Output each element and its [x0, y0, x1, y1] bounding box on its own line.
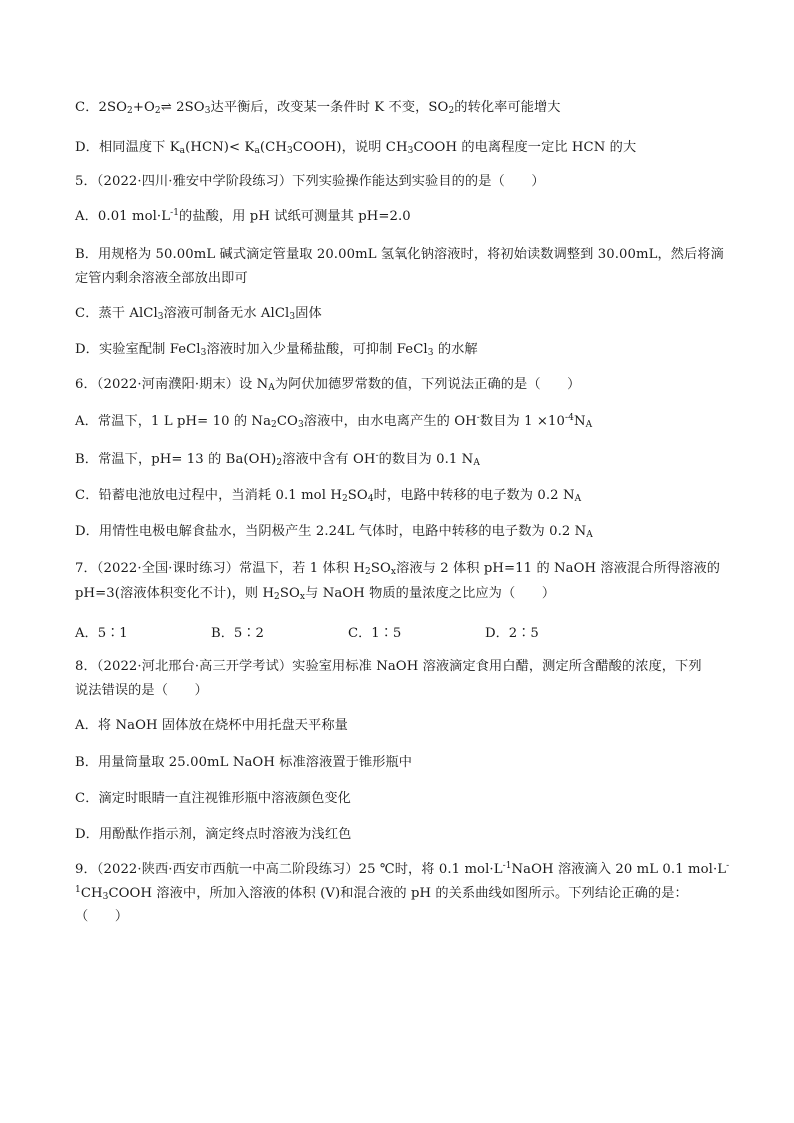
q9-stem-line3: （ ）	[75, 909, 129, 924]
q5-option-c: C．蒸干 AlCl$_3$溶液可制备无水 AlCl$_3$固体	[75, 306, 322, 322]
q6-option-b: B．常温下，pH= 13 的 $Ba(OH)_2$溶液中含有 OH-的数目为 0.1 $N_A$	[75, 451, 480, 468]
q5-option-b-line2: 定管内剩余溶液全部放出即可	[75, 271, 248, 286]
q6-stem: 6．（2022·河南濮阳·期末）设 $N_A$为阿伏加德罗常数的值，下列说法正确的是（ ）	[75, 377, 581, 393]
q5-stem: 5．（2022·四川·雅安中学阶段练习）下列实验操作能达到实验目的的是（ ）	[75, 174, 545, 189]
q7-option-c: C．1∶5	[348, 626, 402, 641]
q7-option-a: A．5∶1	[75, 626, 128, 641]
q6-option-a: A．常温下，1 L pH= 10 的 $Na_2CO_3$溶液中，由水电离产生的 OH-数目为 $1 \times 10^{-4}N_A$	[75, 413, 593, 430]
q8-option-a: A．将 NaOH 固体放在烧杯中用托盘天平称量	[75, 718, 348, 733]
q7-stem-line2: pH=3(溶液体积变化不计)，则 $H_2SO_x$与 NaOH 物质的量浓度之比应为（ ）	[75, 586, 556, 602]
q8-stem-line1: 8．（2022·河北邢台·高三开学考试）实验室用标准 NaOH 溶液滴定食用白醋，测定所含醋酸的浓度，下列	[75, 659, 702, 674]
q7-stem-line1: 7．（2022·全国·课时练习）常温下，若 1 体积 $H_2SO_x$溶液与 2 体积 pH=11 的 NaOH 溶液混合所得溶液的	[75, 561, 721, 577]
q7-option-b: B．5∶2	[211, 626, 264, 641]
q6-option-c: C．铅蓄电池放电过程中，当消耗 0.1 mol $H_2SO_4$时，电路中转移的电子数为 0.2 $N_A$	[75, 488, 582, 504]
q9-stem-line2: $^1CH_3COOH$ 溶液中，所加入溶液的体积 (V)和混合液的 pH 的关系曲线如图所示。下列结论正确的是：	[75, 885, 688, 902]
q6-option-d: D．用情性电极电解食盐水，当阴极产生 2.24L 气体时，电路中转移的电子数为 0.2 $N_A$	[75, 524, 593, 540]
q8-option-c: C．滴定时眼睛一直注视锥形瓶中溶液颜色变化	[75, 791, 351, 806]
q5-option-a: A．0.01 $mol\cdot L^{-1}$的盐酸，用 pH 试纸可测量其 pH=2.0	[75, 208, 411, 224]
q7-option-d: D．2∶5	[485, 626, 539, 641]
q9-stem-line1: 9．（2022·陕西·西安市西航一中高二阶段练习）25 ℃时，将 0.1 $mol\cdot L^{-1}NaOH$ 溶液滴入 20 mL 0.1 mol·L-	[75, 861, 730, 877]
q8-option-b: B．用量筒量取 25.00mL NaOH 标准溶液置于锥形瓶中	[75, 755, 413, 770]
q8-stem-line2: 说法错误的是（ ）	[75, 683, 208, 698]
q5-option-d: D．实验室配制 FeCl$_3$溶液时加入少量稀盐酸，可抑制 FeCl$_3$ 的水解	[75, 342, 478, 358]
q4-option-c: C．$2SO_2+O_2\rightleftharpoons$ $2SO_3$达平衡后，改变某一条件时 K 不变，$SO_2$的转化率可能增大	[75, 100, 561, 116]
q8-option-d: D．用酚酞作指示剂，滴定终点时溶液为浅红色	[75, 827, 352, 842]
q4-option-d: D．相同温度下 $K_a(HCN)<$ $K_a(CH_3COOH)$，说明 $CH_3COOH$ 的电离程度一定比 HCN 的大	[75, 140, 637, 156]
q5-option-b-line1: B．用规格为 50.00mL 碱式滴定管量取 20.00mL 氢氧化钠溶液时，将初始读数调整到 30.00mL，然后将滴	[75, 247, 724, 262]
